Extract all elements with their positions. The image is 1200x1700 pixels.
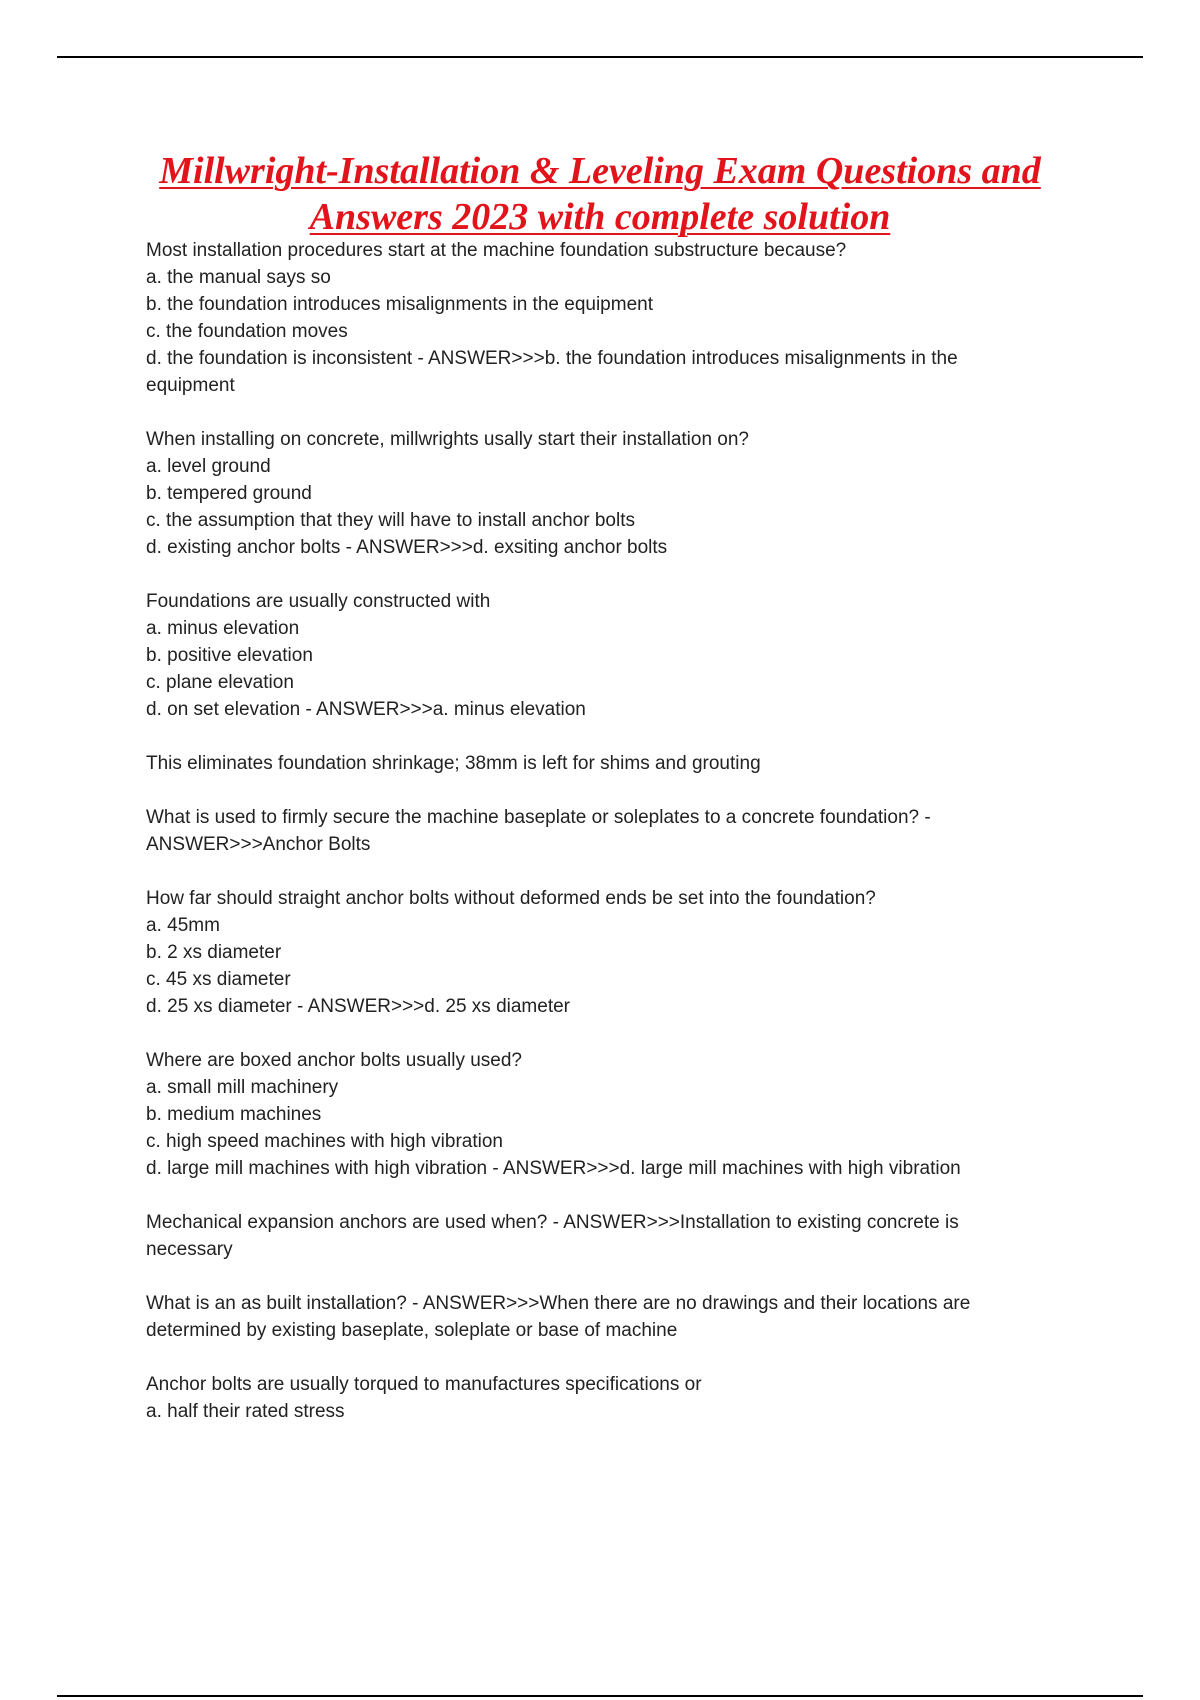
answer-line: necessary [146, 1239, 233, 1260]
qa-content [146, 237, 1046, 1452]
answer-line: d. existing anchor bolts - ANSWER>>>d. exsiting anchor bolts [146, 537, 668, 558]
answer-line: a. minus elevation [146, 618, 300, 639]
question-line: Foundations are usually constructed with [146, 591, 491, 612]
question-line: This eliminates foundation shrinkage; 38mm is left for shims and grouting [146, 753, 761, 774]
qa-block [146, 1371, 1046, 1425]
qa-block [146, 237, 1046, 399]
title-line-2: Answers 2023 with complete solution [309, 196, 891, 238]
bottom-rule [57, 1695, 1143, 1697]
question-line: Mechanical expansion anchors are used when? - ANSWER>>>Installation to existing concrete is [146, 1212, 959, 1233]
answer-line: b. 2 xs diameter [146, 942, 282, 963]
qa-block [146, 1047, 1046, 1182]
question-line: Anchor bolts are usually torqued to manufactures specifications or [146, 1374, 702, 1395]
answer-line: d. large mill machines with high vibration - ANSWER>>>d. large mill machines with high vibration [146, 1158, 961, 1179]
answer-line: d. 25 xs diameter - ANSWER>>>d. 25 xs diameter [146, 996, 570, 1017]
question-line: What is an as built installation? - ANSWER>>>When there are no drawings and their locations are [146, 1293, 971, 1314]
answer-line: b. the foundation introduces misalignments in the equipment [146, 294, 653, 315]
qa-block [146, 750, 1046, 777]
qa-block [146, 1209, 1046, 1263]
question-line: Where are boxed anchor bolts usually used? [146, 1050, 523, 1071]
question-line: Most installation procedures start at the machine foundation substructure because? [146, 240, 847, 261]
answer-line: b. tempered ground [146, 483, 312, 504]
answer-line: a. level ground [146, 456, 271, 477]
question-line: What is used to firmly secure the machine baseplate or soleplates to a concrete foundation? - [146, 807, 931, 828]
answer-line: determined by existing baseplate, soleplate or base of machine [146, 1320, 678, 1341]
answer-line: a. 45mm [146, 915, 220, 936]
answer-line: b. medium machines [146, 1104, 322, 1125]
answer-line: a. the manual says so [146, 267, 331, 288]
answer-line: c. 45 xs diameter [146, 969, 291, 990]
answer-line: a. small mill machinery [146, 1077, 339, 1098]
answer-line: c. the assumption that they will have to install anchor bolts [146, 510, 635, 531]
question-line: When installing on concrete, millwrights usally start their installation on? [146, 429, 749, 450]
qa-block [146, 1290, 1046, 1344]
document-title [100, 148, 1100, 240]
answer-line: c. high speed machines with high vibration [146, 1131, 503, 1152]
answer-line: b. positive elevation [146, 645, 313, 666]
answer-line: d. the foundation is inconsistent - ANSWER>>>b. the foundation introduces misalignments in the [146, 348, 958, 369]
title-line-1: Millwright-Installation & Leveling Exam Questions and [159, 150, 1041, 192]
answer-line: ANSWER>>>Anchor Bolts [146, 834, 371, 855]
top-rule [57, 56, 1143, 58]
answer-line: d. on set elevation - ANSWER>>>a. minus elevation [146, 699, 586, 720]
qa-block [146, 588, 1046, 723]
qa-block [146, 426, 1046, 561]
qa-block [146, 804, 1046, 858]
question-line: How far should straight anchor bolts without deformed ends be set into the foundation? [146, 888, 876, 909]
answer-line: equipment [146, 375, 235, 396]
answer-line: c. plane elevation [146, 672, 294, 693]
answer-line: a. half their rated stress [146, 1401, 345, 1422]
qa-block [146, 885, 1046, 1020]
answer-line: c. the foundation moves [146, 321, 348, 342]
